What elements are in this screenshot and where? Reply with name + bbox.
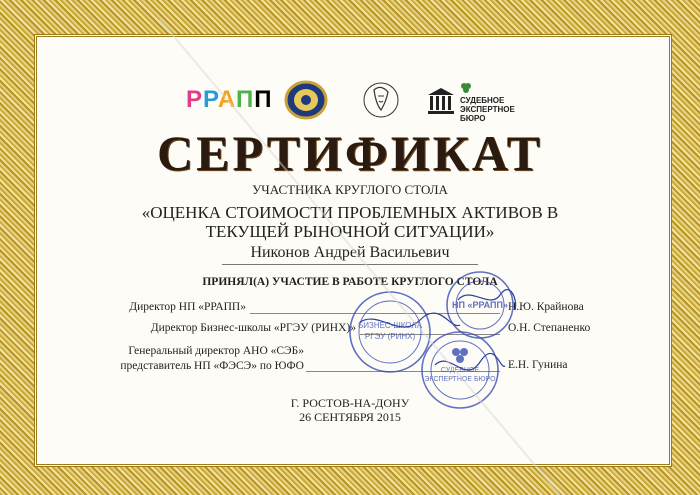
svg-text:СУДЕБНОЕ: СУДЕБНОЕ (440, 367, 480, 374)
svg-text:РГЭУ (РИНХ): РГЭУ (РИНХ) (364, 332, 416, 341)
svg-text:НП «РРАПП»: НП «РРАПП» (451, 300, 509, 310)
signatory-1-role: Директор НП «РРАПП» (129, 301, 246, 313)
event-city: Г. РОСТОВ-НА-ДОНУ (290, 396, 410, 410)
signatory-3-name: Е.Н. Гунина (508, 359, 568, 371)
certificate-subtitle: УЧАСТНИКА КРУГЛОГО СТОЛА (252, 182, 448, 197)
svg-text:БИЗНЕС-ШКОЛА: БИЗНЕС-ШКОЛА (357, 321, 423, 330)
signatory-1-name: Н.Ю. Крайнова (508, 301, 584, 313)
event-topic-line-2: ТЕКУЩЕЙ РЫНОЧНОЙ СИТУАЦИИ» (205, 222, 495, 241)
svg-text:ЭКСПЕРТНОЕ БЮРО: ЭКСПЕРТНОЕ БЮРО (424, 376, 496, 383)
certificate-title: СЕРТИФИКАТ (156, 125, 543, 181)
signatory-2-role: Директор Бизнес-школы «РГЭУ (РИНХ)» (150, 322, 356, 334)
participation-statement: ПРИНЯЛ(А) УЧАСТИЕ В РАБОТЕ КРУГЛОГО СТОЛА (202, 276, 498, 288)
seb-logo-text: СУДЕБНОЕ ЭКСПЕРТНОЕ БЮРО (460, 96, 515, 123)
recipient-name: Никонов Андрей Васильевич (250, 244, 450, 261)
signatory-2-name: О.Н. Степаненко (508, 322, 591, 334)
event-date: 26 СЕНТЯБРЯ 2015 (299, 410, 401, 424)
rrapp-logo: РРАПП (186, 86, 273, 113)
event-topic-line-1: «ОЦЕНКА СТОИМОСТИ ПРОБЛЕМНЫХ АКТИВОВ В (141, 203, 559, 222)
signatory-3-role: Генеральный директор АНО «СЭБ» представитель НП «ФЭСЭ» по ЮФО (120, 345, 304, 372)
